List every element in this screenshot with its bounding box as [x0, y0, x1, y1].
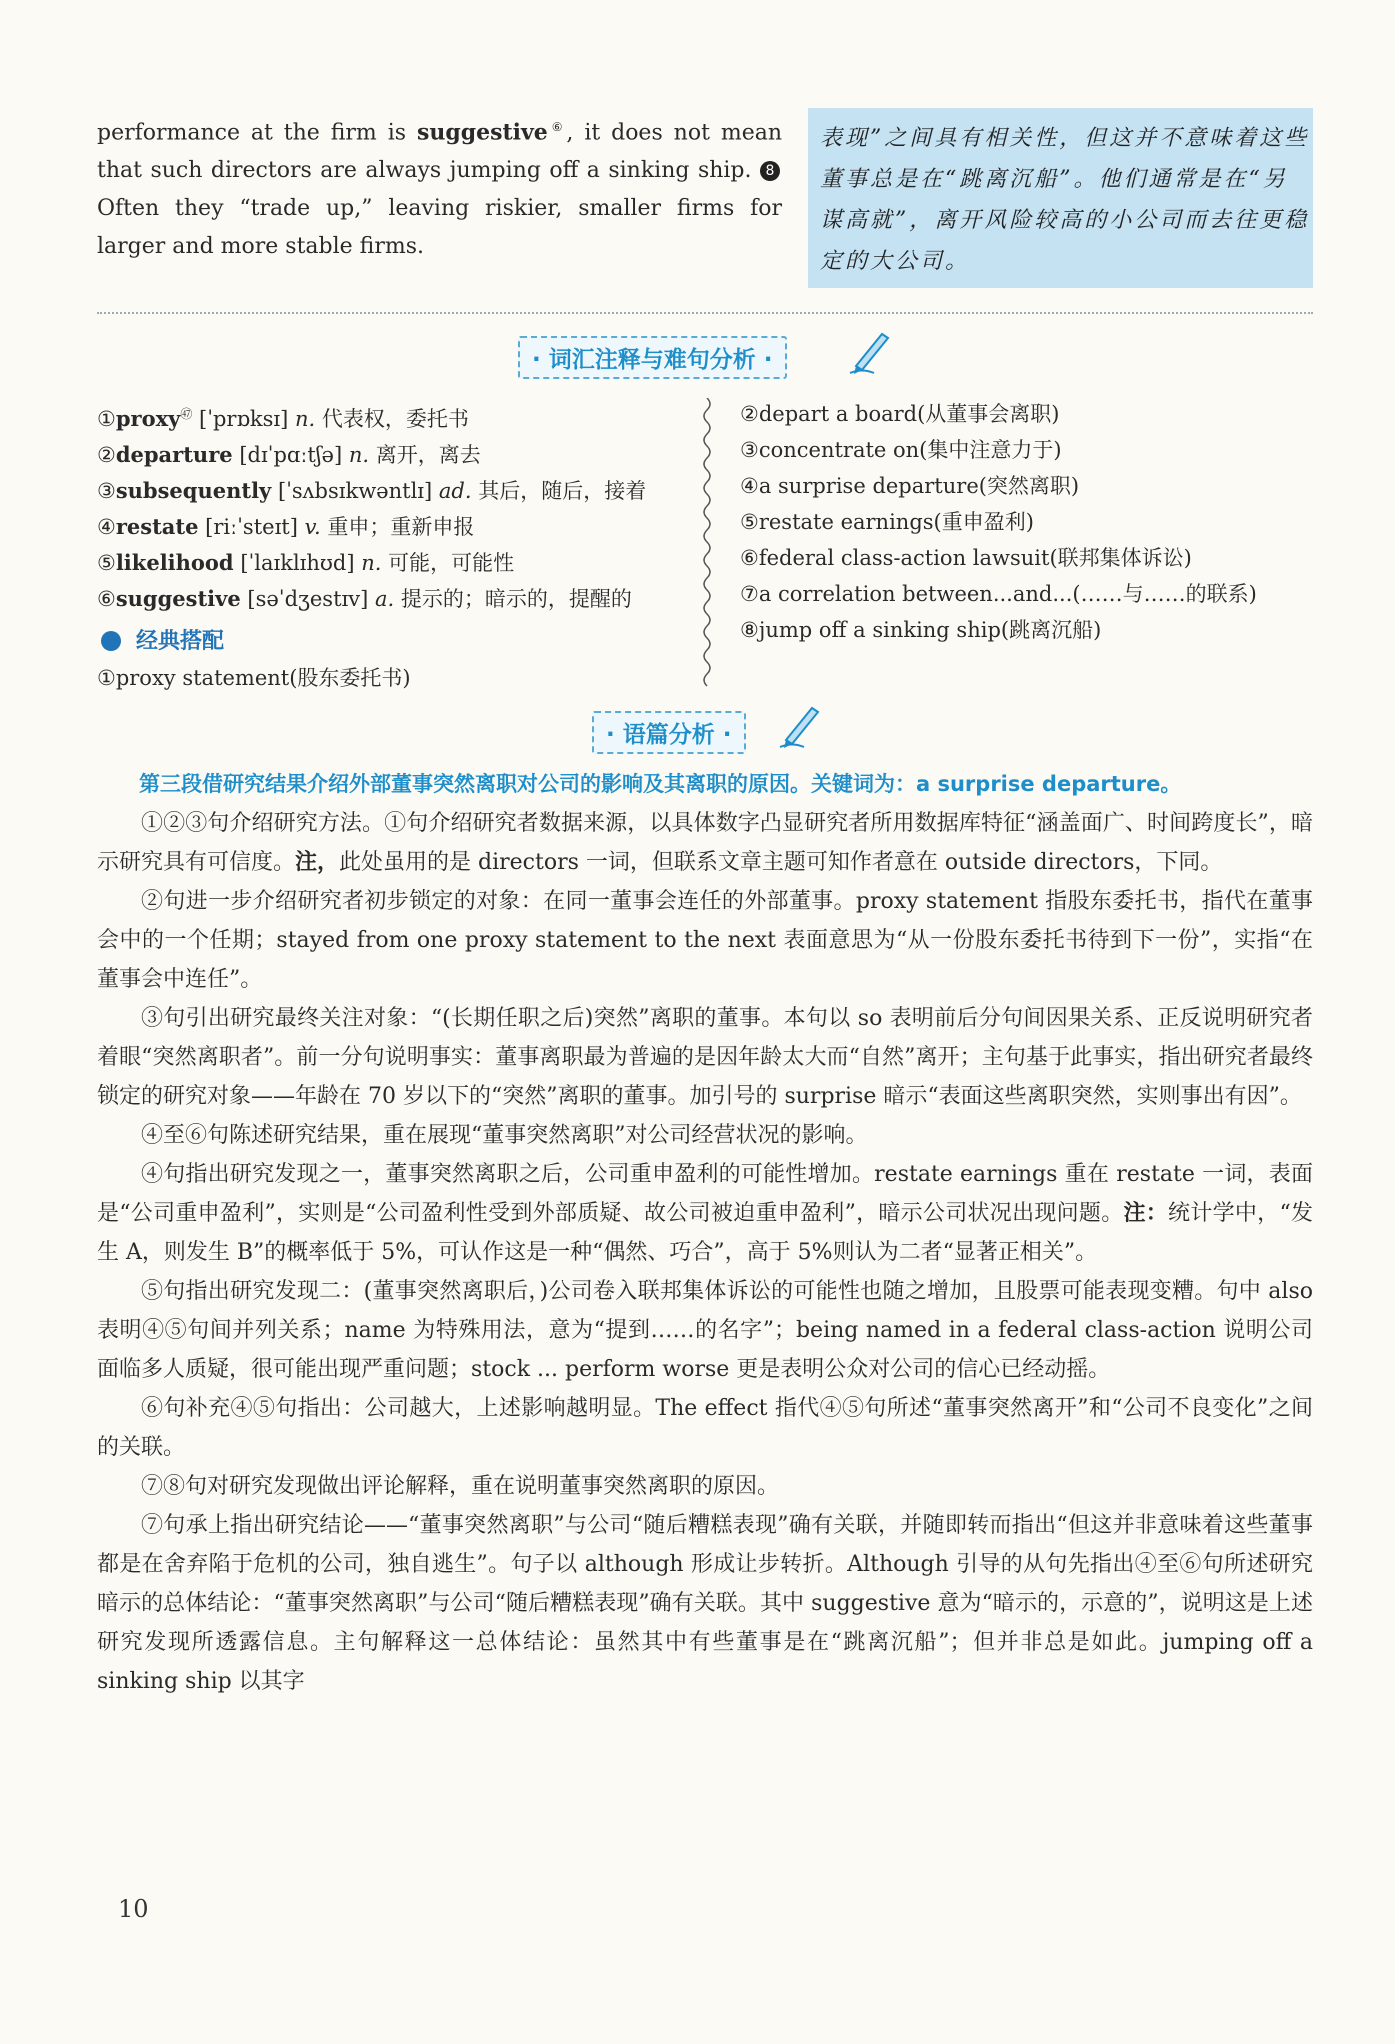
- phrase-item: ⑧jump off a sinking ship(跳离沉船): [740, 618, 1102, 642]
- passage-seg1: performance at the firm is: [97, 120, 417, 146]
- passage-seg3: Often they “trade up,” leaving riskier, smaller firms for larger and more stable firms.: [97, 196, 782, 260]
- analysis-paragraph: ④至⑥句陈述研究结果，重在展现“董事突然离职”对公司经营状况的影响。: [141, 1123, 868, 1148]
- passage-text: [97, 108, 782, 266]
- vocab-item: ⑥suggestive [səˈdʒestɪv] a. 提示的；暗示的，提醒的: [97, 586, 632, 611]
- pen-icon: [778, 700, 822, 750]
- analysis-paragraph: ①②③句介绍研究方法。①句介绍研究者数据来源，以具体数字凸显研究者所用数据库特征“涵盖面广、时间跨度长”，暗示研究具有可信度。注，此处虽用的是 directors 一词，但联系文章主题可知作者意在 outside directors，下同。: [97, 811, 1313, 875]
- vocab-left-list: [97, 396, 646, 617]
- vocab-item: ③subsequently [ˈsʌbsɪkwəntlɪ] ad. 其后，随后，接着: [97, 478, 647, 503]
- bullet-dot-icon: [101, 631, 121, 651]
- phrase-item: ②depart a board(从董事会离职): [740, 402, 1060, 426]
- page-number: 10: [118, 1895, 149, 1923]
- phrase-item: ⑥federal class-action lawsuit(联邦集体诉讼): [740, 546, 1192, 570]
- phrase-item: ⑤restate earnings(重申盈利): [740, 510, 1034, 534]
- vocab-item: ②departure [dɪˈpɑːtʃə] n. 离开，离去: [97, 442, 481, 467]
- analysis-paragraph: ⑦⑧句对研究发现做出评论解释，重在说明董事突然离职的原因。: [141, 1474, 780, 1499]
- phrase-item: ③concentrate on(集中注意力于): [740, 438, 1062, 462]
- passage-seg2: , it does not mean that such directors are always jumping off a sinking ship.: [97, 120, 782, 184]
- analysis-paragraph: ②句进一步介绍研究者初步锁定的对象：在同一董事会连任的外部董事。proxy statement 指股东委托书，指代在董事会中的一个任期；stayed from one proxy statement to the next 表面意思为“从一份股东委托书待到下一份”，实指“在董事会中连任”。: [97, 889, 1313, 992]
- analysis-paragraph: ③句引出研究最终关注对象：“(长期任职之后)突然”离职的董事。本句以 so 表明前后分句间因果关系、正反说明研究者着眼“突然离职者”。前一分句说明事实：董事离职最为普遍的是因年龄太大而“自然”离开；主句基于此事实，指出研究者最终锁定的研究对象——年龄在 70 岁以下的“突然”离职的董事。加引号的 surprise 暗示“表面这些离职突然，实则事出有因”。: [97, 1006, 1313, 1109]
- wavy-divider: [701, 398, 713, 690]
- analysis-paragraph: ⑥句补充④⑤句指出：公司越大，上述影响越明显。The effect 指代④⑤句所述“董事突然离开”和“公司不良变化”之间的关联。: [97, 1396, 1313, 1460]
- analysis-section-header: · 语篇分析 ·: [592, 711, 746, 754]
- analysis-intro: 第三段借研究结果介绍外部董事突然离职对公司的影响及其离职的原因。关键词为：a surprise departure。: [139, 772, 1182, 796]
- vocab-item: ④restate [riːˈsteɪt] v. 重申；重新申报: [97, 514, 475, 539]
- sentence-number-badge: 8: [760, 161, 780, 181]
- passage-sup: ⑥: [547, 120, 567, 134]
- section-divider: [97, 312, 1313, 314]
- phrase-item: ④a surprise departure(突然离职): [740, 474, 1080, 498]
- vocab-item: ⑤likelihood [ˈlaɪklɪhʊd] n. 可能，可能性: [97, 550, 515, 575]
- analysis-body: [97, 765, 1313, 1701]
- pen-icon: [848, 326, 892, 376]
- analysis-paragraph: ⑤句指出研究发现二：(董事突然离职后，)公司卷入联邦集体诉讼的可能性也随之增加，且股票可能表现变糟。句中 also 表明④⑤句间并列关系；name 为特殊用法，意为“提到……的名字”；being named in a federal class-action 说明公司面临多人质疑，很可能出现严重问题；stock ... perform worse 更是表明公众对公司的信心已经动摇。: [97, 1279, 1313, 1382]
- analysis-paragraph: ④句指出研究发现之一，董事突然离职之后，公司重申盈利的可能性增加。restate earnings 重在 restate 一词，表面是“公司重申盈利”，实则是“公司盈利性受到外部质疑、故公司被迫重申盈利”，暗示公司状况出现问题。注：统计学中，“发生 A，则发生 B”的概率低于 5%，可认作这是一种“偶然、巧合”，高于 5%则认为二者“显著正相关”。: [97, 1162, 1313, 1265]
- passage-keyword: suggestive: [416, 119, 548, 146]
- vocab-right-list: [740, 396, 1257, 648]
- phrase-item: ⑦a correlation between...and...(……与……的联系): [740, 582, 1257, 606]
- vocab-item: ①proxy$^㊼$ [ˈprɒksɪ] n. 代表权，委托书: [97, 406, 469, 431]
- translation-text: 表现”之间具有相关性，但这并不意味着这些董事总是在“跳离沉船”。他们通常是在“另谋高就”，离开风险较高的小公司而去往更稳定的大公司。: [820, 126, 1310, 274]
- collocation-item: ①proxy statement(股东委托书): [97, 666, 411, 690]
- analysis-paragraph: ⑦句承上指出研究结论——“董事突然离职”与公司“随后糟糕表现”确有关联，并随即转而指出“但这并非意味着这些董事都是在舍弃陷于危机的公司，独自逃生”。句子以 although 形成让步转折。Although 引导的从句先指出④至⑥句所述研究暗示的总体结论：“董事突然离职”与公司“随后糟糕表现”确有关联。其中 suggestive 意为“暗示的，示意的”，说明这是上述研究发现所透露信息。主句解释这一总体结论：虽然其中有些董事是在“跳离沉船”；但并非总是如此。jumping off a sinking ship 以其字: [97, 1513, 1313, 1694]
- vocab-section-header: · 词汇注释与难句分析 ·: [518, 336, 787, 379]
- collocation-title: 经典搭配: [136, 629, 225, 654]
